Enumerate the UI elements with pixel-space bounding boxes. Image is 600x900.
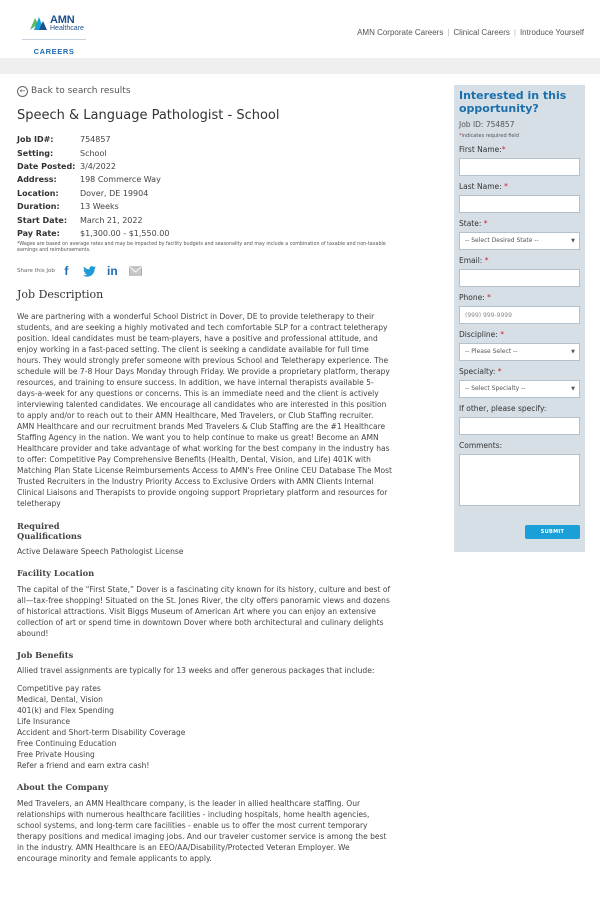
- detail-value: March 21, 2022: [80, 215, 143, 225]
- pay-disclaimer: *Wages are based on average rates and may be impacted by facility budgets and seasonality and may include a combination of taxable and non-taxable earnings and reimbursements.: [17, 242, 386, 254]
- detail-row: [17, 187, 392, 200]
- nav-introduce-yourself[interactable]: Introduce Yourself: [519, 28, 584, 37]
- detail-row: [17, 133, 392, 146]
- detail-value: 13 Weeks: [80, 202, 119, 212]
- list-item: Accident and Short-term Disability Coverage: [17, 728, 186, 738]
- logo-careers: CAREERS: [33, 47, 75, 56]
- amn-logo-icon: [28, 14, 48, 32]
- required-asterisk: *: [484, 256, 489, 265]
- email-label: [459, 256, 580, 266]
- phone-placeholder: (999) 999-9999: [465, 312, 512, 319]
- required-note-text: indicates required field: [461, 133, 519, 139]
- detail-row: [17, 227, 392, 240]
- discipline-select[interactable]: [459, 343, 580, 361]
- required-asterisk: *: [500, 330, 504, 339]
- company-heading: About the Company: [17, 782, 109, 793]
- detail-label: Setting:: [17, 148, 54, 158]
- detail-label: Job ID#:: [17, 135, 54, 145]
- required-asterisk: *: [459, 133, 462, 139]
- detail-label: Date Posted:: [17, 161, 76, 171]
- share-label: Share this Job: [17, 268, 55, 275]
- list-item: 401(k) and Flex Spending: [17, 706, 114, 716]
- qualifications-heading-line1: Required: [17, 521, 60, 532]
- qualifications-heading-line2: Qualifications: [17, 530, 82, 541]
- state-label-text: State:: [459, 219, 482, 228]
- linkedin-icon[interactable]: in: [107, 264, 118, 279]
- job-details: [17, 133, 392, 240]
- logo-brand: AMN: [50, 14, 75, 26]
- state-select[interactable]: [459, 232, 580, 250]
- email-label-text: Email:: [459, 256, 483, 265]
- detail-label: Location:: [17, 188, 59, 198]
- required-asterisk: *: [501, 145, 506, 154]
- required-asterisk: *: [504, 182, 508, 191]
- list-item: Refer a friend and earn extra cash!: [17, 761, 150, 771]
- other-input[interactable]: [459, 417, 580, 435]
- twitter-icon[interactable]: [83, 265, 96, 278]
- list-item: Life Insurance: [17, 717, 71, 727]
- qualifications-body: Active Delaware Speech Pathologist License: [17, 547, 184, 557]
- discipline-label-text: Discipline:: [459, 330, 498, 339]
- nav-corporate-careers[interactable]: AMN Corporate Careers: [357, 28, 444, 37]
- share-bar: [17, 263, 392, 279]
- detail-row: [17, 173, 392, 186]
- nav-clinical-careers[interactable]: Clinical Careers: [453, 28, 510, 37]
- required-asterisk: *: [483, 219, 488, 228]
- job-content: [17, 84, 392, 864]
- specialty-select-value: -- Select Specialty --: [465, 385, 526, 392]
- logo-divider: [22, 39, 86, 40]
- submit-button[interactable]: SUBMIT: [525, 525, 580, 539]
- qualifications-heading: [17, 522, 392, 541]
- logo-sub: Healthcare: [50, 25, 84, 32]
- discipline-label: [459, 330, 580, 340]
- specialty-select[interactable]: [459, 380, 580, 398]
- email-input[interactable]: [459, 269, 580, 287]
- benefits-heading: Job Benefits: [17, 649, 74, 660]
- last-name-label: [459, 182, 580, 192]
- form-title: Interested in this opportunity?: [459, 89, 567, 115]
- benefits-intro: Allied travel assignments are typically for 13 weeks and offer generous packages that include:: [17, 666, 375, 676]
- state-select-value: -- Select Desired State --: [465, 237, 539, 244]
- detail-row: [17, 213, 392, 226]
- phone-label-text: Phone:: [459, 293, 485, 302]
- detail-value: $1,300.00 - $1,550.00: [80, 228, 170, 238]
- discipline-select-value: -- Please Select --: [465, 348, 518, 355]
- detail-value: 754857: [80, 135, 111, 145]
- phone-input[interactable]: [459, 306, 580, 324]
- list-item: Free Continuing Education: [17, 739, 117, 749]
- email-icon[interactable]: [129, 265, 142, 278]
- company-body: Med Travelers, an AMN Healthcare company, is the leader in allied healthcare staffing. Our relationships with numerous healthcare facilities - including hospitals, home health agencies, school systems, and long-term care facilities - enable us to offer the most current temporary therapy positions and medical imaging jobs. And our traveler customer service is among the best in the industry. AMN Healthcare is an EEO/AA/Disability/Protected Veteran Employer. We encourage minority and female applicants to apply.: [17, 798, 387, 863]
- required-asterisk: *: [497, 367, 502, 376]
- top-nav: [353, 28, 588, 37]
- required-note: [459, 133, 580, 139]
- job-description-body: We are partnering with a wonderful School District in Dover, DE to provide teletherapy to their students, and are seeking a highly motivated and tech comfortable SLP for a contract teletherapy position. Ideal candidates must be team-players, have a positive and professional attitude, and enjoy working in a fast-paced setting. The client is seeking a candidate available for full time hours. They would strongly prefer someone with previous School and Teletherapy experience. The schedule will be 7-8 Hour Days Monday through Friday. We provide a proprietary platform, therapy resources, and training to ensure success. In addition, we have internal therapists available 5-days-a-week for any questions or concerns. This is an immediate need and the client is actively interviewing talented candidates. We encourage all candidates who are interested in this position to apply and/or to reach out to their AMN Healthcare, Med Travelers, or Club Staffing recruiter. AMN Healthcare and our recruitment brands Med Travelers & Club Staffing are the #1 Healthcare Staffing Agency in the nation. We want you to help continue to make us great! Become an AMN Healthcare provider and take advantage of what working for the best company in the industry has to offer: Competitive Pay Comprehensive Benefits (Health, Dental, Vision, and Life) 401K with Matching Plan State License Reimbursements Access to AMN's Free Online CEU Database The Most Trusted Recruiters in the Industry Priority Access to Exclusive Orders with AMN Clients Internal Clinical Liaisons and Therapists to provide ongoing support Proprietary platform and resources for teletherapy: [17, 312, 393, 509]
- apply-form: [454, 85, 585, 552]
- last-name-input[interactable]: [459, 195, 580, 213]
- site-header: [0, 0, 600, 58]
- specialty-label: [459, 367, 580, 377]
- detail-row: [17, 160, 392, 173]
- detail-label: Start Date:: [17, 215, 68, 225]
- detail-value: 198 Commerce Way: [80, 175, 161, 185]
- list-item: Medical, Dental, Vision: [17, 695, 103, 705]
- job-description-heading: Job Description: [17, 288, 104, 302]
- amn-logo[interactable]: [22, 12, 86, 58]
- first-name-input[interactable]: [459, 158, 580, 176]
- list-item: Competitive pay rates: [17, 684, 101, 694]
- detail-value: 3/4/2022: [80, 161, 116, 171]
- header-band: [0, 58, 600, 74]
- nav-separator: |: [447, 28, 450, 37]
- back-link[interactable]: [17, 84, 392, 98]
- detail-label: Duration:: [17, 202, 60, 212]
- first-name-label: [459, 145, 580, 155]
- benefits-list: [17, 683, 392, 771]
- comments-textarea[interactable]: [459, 454, 580, 506]
- chevron-down-icon: ▼: [571, 349, 575, 355]
- facebook-icon[interactable]: f: [64, 264, 69, 279]
- detail-row: [17, 146, 392, 159]
- arrow-left-icon: ←: [17, 86, 28, 97]
- list-item: Free Private Housing: [17, 750, 95, 760]
- facility-heading: Facility Location: [17, 568, 95, 579]
- chevron-down-icon: ▼: [571, 238, 575, 244]
- required-asterisk: *: [487, 293, 491, 302]
- form-job-id: Job ID: 754857: [459, 120, 515, 129]
- facility-body: The capital of the “First State,” Dover is a fascinating city known for its history, culture and best of all—tax-free shopping! Situated on the St. Jones River, the city offers panoramic views and dozens of historical attractions. Visit Biggs Museum of American Art where you can enjoy an extensive collection of art or spend time in downtown Dover where both architectural and culinary delights abound!: [17, 584, 391, 638]
- chevron-down-icon: ▼: [571, 386, 575, 392]
- first-name-label-text: First Name:: [459, 145, 502, 154]
- detail-label: Address:: [17, 175, 57, 185]
- detail-row: [17, 200, 392, 213]
- detail-value: Dover, DE 19904: [80, 188, 149, 198]
- job-title: Speech & Language Pathologist - School: [17, 108, 280, 123]
- comments-label: Comments:: [459, 441, 503, 450]
- nav-separator: |: [513, 28, 516, 37]
- last-name-label-text: Last Name:: [459, 182, 502, 191]
- specialty-label-text: Specialty:: [459, 367, 496, 376]
- detail-label: Pay Rate:: [17, 228, 60, 238]
- detail-value: School: [80, 148, 107, 158]
- phone-label: [459, 293, 580, 303]
- back-link-label: Back to search results: [31, 86, 131, 96]
- other-label: If other, please specify:: [459, 404, 547, 413]
- state-label: [459, 219, 580, 229]
